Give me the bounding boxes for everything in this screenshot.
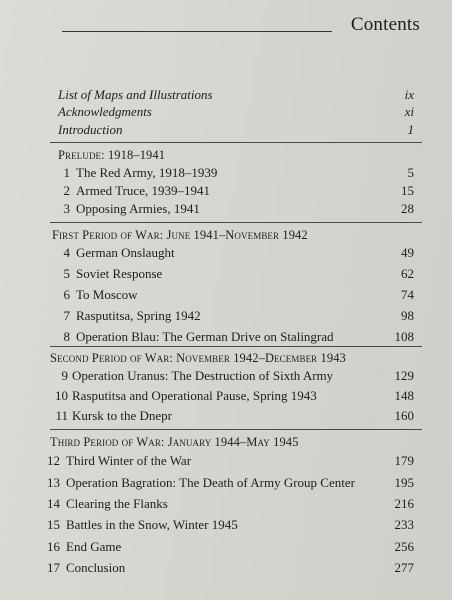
chapter-number: 14: [47, 496, 60, 511]
toc-chapter-13: [0, 473, 452, 493]
chapter-number: 8: [63, 329, 70, 344]
chapter-title: Third Winter of the War: [66, 453, 192, 468]
toc-chapter-12: [0, 451, 452, 471]
chapter-title: The Red Army, 1918–1939: [76, 165, 218, 180]
toc-chapter-8: [0, 327, 452, 347]
chapter-page: 195: [394, 475, 414, 490]
chapter-number: 11: [55, 408, 68, 423]
chapter-page: 129: [394, 368, 414, 383]
toc-chapter-7: [0, 306, 452, 326]
toc-entry-page: 1: [407, 122, 414, 137]
chapter-number: 13: [47, 475, 60, 490]
section-divider: [50, 222, 422, 223]
toc-entry-page: xi: [404, 104, 414, 119]
chapter-title: Operation Blau: The German Drive on Stalingrad: [76, 329, 334, 344]
chapter-number: 1: [63, 165, 70, 180]
toc-chapter-2: [0, 181, 452, 201]
toc-chapter-17: [0, 558, 452, 578]
chapter-title: Rasputitsa, Spring 1942: [76, 308, 201, 323]
chapter-page: 62: [401, 266, 414, 281]
chapter-number: 5: [63, 266, 70, 281]
chapter-number: 10: [55, 388, 68, 403]
chapter-page: 5: [407, 165, 414, 180]
chapter-title: Kursk to the Dnepr: [72, 408, 173, 423]
chapter-title: Conclusion: [66, 560, 126, 575]
section-heading-first-period: First Period of War: June 1941–November 1942: [52, 228, 308, 242]
chapter-number: 2: [63, 183, 70, 198]
chapter-page: 98: [401, 308, 414, 323]
chapter-number: 7: [63, 308, 70, 323]
header-rule: [62, 31, 332, 32]
toc-chapter-11: [0, 406, 452, 426]
toc-chapter-14: [0, 494, 452, 514]
section-heading-second-period: Second Period of War: November 1942–December 1943: [50, 351, 346, 365]
chapter-page: 15: [401, 183, 414, 198]
chapter-page: 256: [394, 539, 414, 554]
section-heading-prelude: Prelude: 1918–1941: [58, 148, 166, 162]
chapter-page: 108: [394, 329, 414, 344]
toc-chapter-4: [0, 243, 452, 263]
section-heading-third-period: Third Period of War: January 1944–May 1945: [50, 435, 299, 449]
chapter-title: Operation Bagration: The Death of Army Group Center: [66, 475, 355, 490]
chapter-number: 17: [47, 560, 60, 575]
chapter-number: 6: [63, 287, 70, 302]
chapter-page: 179: [394, 453, 414, 468]
chapter-title: To Moscow: [76, 287, 138, 302]
toc-entry-introduction: [0, 120, 452, 140]
page-title: Contents: [350, 14, 420, 35]
chapter-number: 15: [47, 517, 60, 532]
chapter-title: Battles in the Snow, Winter 1945: [66, 517, 238, 532]
toc-chapter-16: [0, 537, 452, 557]
toc-chapter-9: [0, 366, 452, 386]
chapter-number: 16: [47, 539, 60, 554]
toc-chapter-6: [0, 285, 452, 305]
toc-chapter-3: [0, 199, 452, 219]
toc-chapter-15: [0, 515, 452, 535]
chapter-page: 160: [394, 408, 414, 423]
chapter-title: Armed Truce, 1939–1941: [76, 183, 210, 198]
chapter-number: 4: [63, 245, 70, 260]
toc-entry-acknowledgments: [0, 102, 452, 122]
section-divider: [50, 346, 422, 347]
section-divider: [50, 429, 422, 430]
toc-entry-label: Acknowledgments: [58, 104, 152, 119]
chapter-title: End Game: [66, 539, 122, 554]
chapter-title: German Onslaught: [76, 245, 175, 260]
chapter-title: Rasputitsa and Operational Pause, Spring 1943: [72, 388, 317, 403]
chapter-page: 148: [394, 388, 414, 403]
chapter-number: 9: [61, 368, 68, 383]
section-divider: [50, 142, 422, 143]
chapter-page: 233: [394, 517, 414, 532]
chapter-number: 3: [63, 201, 70, 216]
toc-entry-label: Introduction: [58, 122, 123, 137]
chapter-page: 49: [401, 245, 414, 260]
chapter-title: Opposing Armies, 1941: [76, 201, 200, 216]
toc-chapter-5: [0, 264, 452, 284]
chapter-title: Operation Uranus: The Destruction of Sixth Army: [72, 368, 334, 383]
toc-entry-page: ix: [404, 87, 414, 102]
chapter-page: 74: [401, 287, 414, 302]
toc-chapter-10: [0, 386, 452, 406]
toc-chapter-1: [0, 163, 452, 183]
chapter-title: Clearing the Flanks: [66, 496, 168, 511]
chapter-number: 12: [47, 453, 60, 468]
chapter-title: Soviet Response: [76, 266, 163, 281]
chapter-page: 277: [394, 560, 414, 575]
chapter-page: 28: [401, 201, 414, 216]
toc-entry-label: List of Maps and Illustrations: [58, 87, 213, 102]
chapter-page: 216: [394, 496, 414, 511]
